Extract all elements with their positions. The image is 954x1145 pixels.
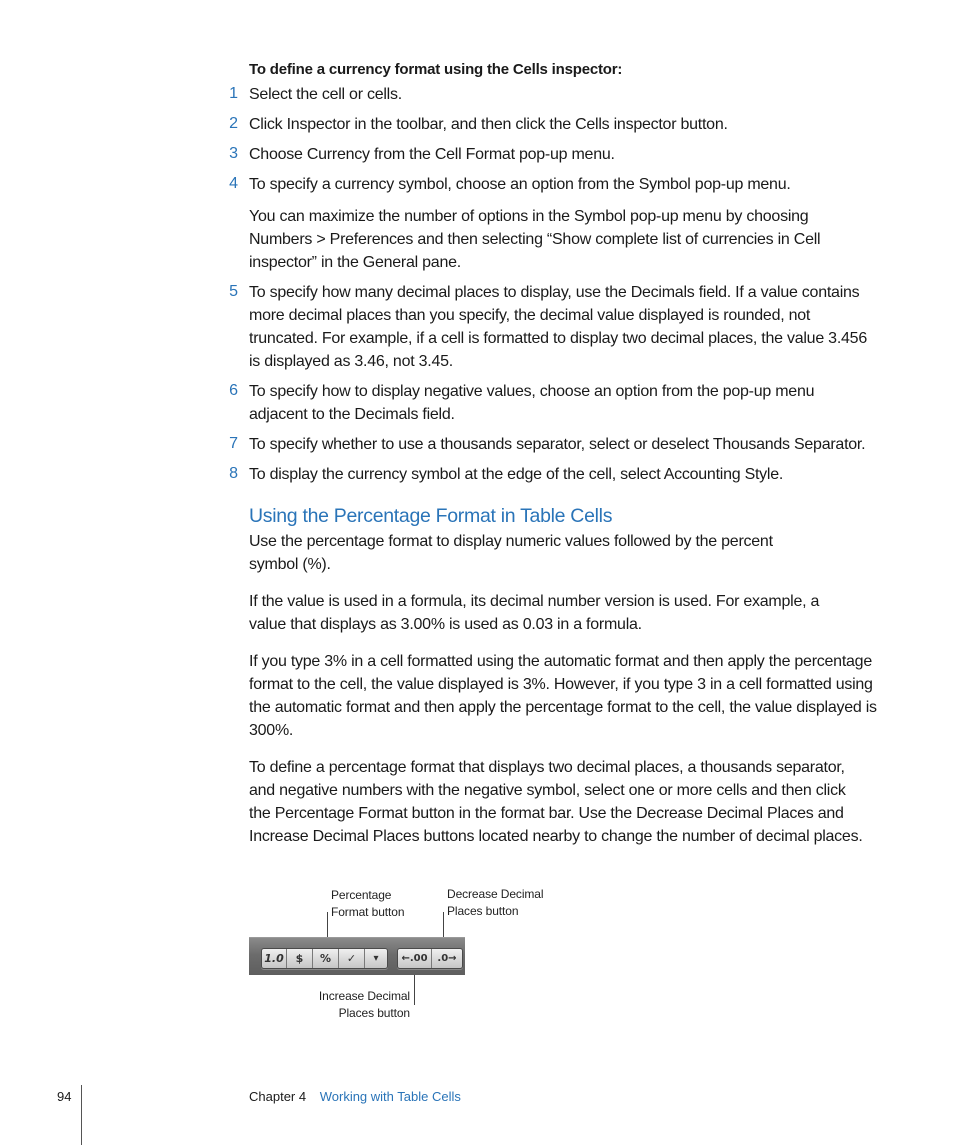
chapter-label: Chapter 4	[249, 1089, 307, 1104]
procedure-heading: To define a currency format using the Cells inspector:	[249, 61, 623, 78]
step-number: 8	[229, 465, 238, 482]
step-number: 6	[229, 382, 238, 399]
step-number: 5	[229, 283, 238, 300]
step-number: 3	[229, 145, 238, 162]
step-text: To specify whether to use a thousands separator, select or deselect Thousands Separator.	[249, 436, 866, 453]
step-note: You can maximize the number of options in the Symbol pop-up menu by choosing Numbers > Preferences and then selecting “Show complete list of currencies in Cell inspector” in the General pane.	[249, 208, 821, 271]
section-paragraph: Use the percentage format to display numeric values followed by the percent symbol (%).	[249, 533, 773, 573]
step-text: To specify how to display negative values, choose an option from the pop-up menu adjacent to the Decimals field.	[249, 383, 815, 423]
step-text: To specify a currency symbol, choose an option from the Symbol pop-up menu.	[249, 176, 791, 193]
step-number: 2	[229, 115, 238, 132]
step-text: Select the cell or cells.	[249, 86, 402, 103]
step-text: To specify how many decimal places to display, use the Decimals field. If a value contains more decimal places than you specify, the decimal value displayed is rounded, not truncated. For example, if a cell is formatted to display two decimal places, the value 3.456 is displayed as 3.46, not 3.45.	[249, 284, 867, 370]
step-text: Click Inspector in the toolbar, and then click the Cells inspector button.	[249, 116, 728, 133]
callout-increase-decimal: Increase Decimal Places button	[318, 989, 410, 1020]
chapter-footer	[249, 1089, 461, 1104]
callout-decrease-decimal: Decrease Decimal Places button	[447, 887, 544, 918]
checkbox-format-button[interactable]: ✓	[339, 949, 365, 968]
footer-divider	[81, 1085, 82, 1145]
callout-percentage-format: Percentage Format button	[331, 888, 405, 919]
step-text: Choose Currency from the Cell Format pop-up menu.	[249, 146, 615, 163]
format-bar	[249, 937, 465, 975]
step-text: To display the currency symbol at the edge of the cell, select Accounting Style.	[249, 466, 784, 483]
step-number: 1	[229, 85, 238, 102]
number-format-button[interactable]: 1.0	[262, 949, 287, 968]
format-button-group	[261, 948, 388, 969]
increase-decimal-button[interactable]: ←.00	[398, 949, 432, 968]
section-paragraph: If the value is used in a formula, its decimal number version is used. For example, a value that displays as 3.00% is used as 0.03 in a formula.	[249, 593, 820, 633]
section-title: Using the Percentage Format in Table Cells	[249, 505, 613, 527]
step-number: 7	[229, 435, 238, 452]
chapter-title-link[interactable]: Working with Table Cells	[319, 1089, 461, 1104]
section-paragraph: To define a percentage format that displays two decimal places, a thousands separator, and negative numbers with the negative symbol, select one or more cells and then click the Percentage Format button in the format bar. Use the Decrease Decimal Places and Increase Decimal Places buttons located nearby to change the number of decimal places.	[249, 759, 863, 845]
decrease-decimal-button[interactable]: .0→	[432, 949, 462, 968]
percentage-format-button[interactable]: %	[313, 949, 339, 968]
decimal-button-group	[397, 948, 463, 969]
currency-format-button[interactable]: $	[287, 949, 313, 968]
page-number: 94	[57, 1089, 72, 1104]
format-popup-button[interactable]: ▾	[365, 949, 387, 968]
section-paragraph: If you type 3% in a cell formatted using the automatic format and then apply the percentage format to the cell, the value displayed is 3%. However, if you type 3 in a cell formatted using the automatic format and then apply the percentage format to the cell, the value displayed is 300%.	[249, 653, 877, 739]
step-number: 4	[229, 175, 238, 192]
